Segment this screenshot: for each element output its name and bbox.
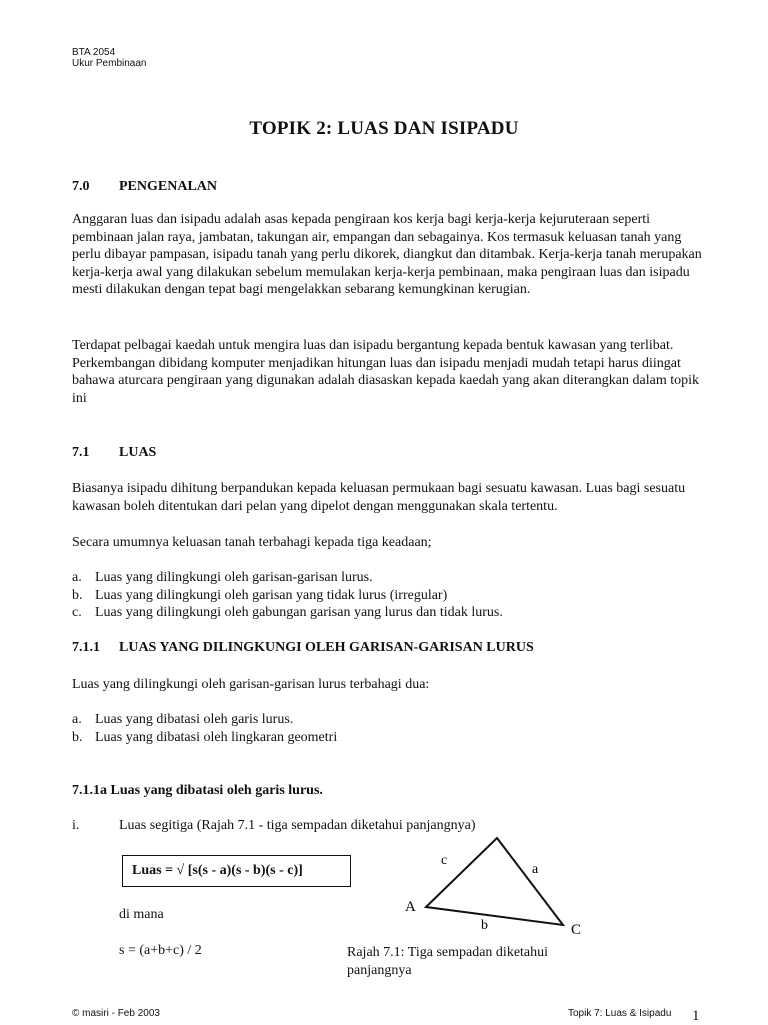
list-item xyxy=(72,729,337,747)
paragraph-luas-1: Biasanya isipadu dihitung berpandukan kepada keluasan permukaan bagi sesuatu kawasan. Luas bagi sesuatu kawasan boleh ditentukan dari pelan yang dipelot dengan menggunakan skala tertentu. xyxy=(72,481,686,514)
list-keadaan xyxy=(72,569,503,622)
s-formula: s = (a+b+c) / 2 xyxy=(119,943,202,958)
paragraph-lurus-1: Luas yang dilingkungi oleh garisan-garisan lurus terbahagi dua: xyxy=(72,677,430,692)
label-side-c: c xyxy=(441,853,448,868)
section-heading-7-1 xyxy=(72,445,156,461)
paragraph-intro-2: Terdapat pelbagai kaedah untuk mengira luas dan isipadu bergantung kepada bentuk kawasan yang terlibat. Perkembangan dibidang komputer menjadikan hitungan luas dan isipadu menjadi mudah tetapi harus diingat bahawa aturcara pengiraan yang digunakan adalah diasaskan kepada kaedah yang akan diterangkan dalam topik ini xyxy=(72,338,699,406)
footer-right: Topik 7: Luas & Isipadu xyxy=(568,1008,672,1019)
di-mana-text: di mana xyxy=(119,907,164,922)
section-heading-7-0 xyxy=(72,179,217,195)
list-text: Luas yang dilingkungi oleh gabungan garisan yang lurus dan tidak lurus. xyxy=(95,605,503,620)
section-label: LUAS YANG DILINGKUNGI OLEH GARISAN-GARISAN LURUS xyxy=(119,640,534,655)
heron-formula-box: Luas = √ [s(s - a)(s - b)(s - c)] xyxy=(122,855,351,887)
label-side-b: b xyxy=(481,918,488,933)
page-title: TOPIK 2: LUAS DAN ISIPADU xyxy=(249,118,519,139)
list-item xyxy=(72,711,337,729)
item-marker: i. xyxy=(72,818,80,833)
list-marker: b. xyxy=(72,729,83,745)
section-label: LUAS xyxy=(119,445,157,460)
list-marker: a. xyxy=(72,570,82,585)
figure-caption: Rajah 7.1: Tiga sempadan diketahui panjangnya xyxy=(347,945,549,978)
section-heading-7-1-1a: 7.1.1a Luas yang dibatasi oleh garis lurus. xyxy=(72,783,323,798)
course-code: BTA 2054 xyxy=(72,47,116,58)
paragraph-luas-2: Secara umumnya keluasan tanah terbahagi kepada tiga keadaan; xyxy=(72,535,432,550)
section-label: PENGENALAN xyxy=(119,179,218,194)
item-text: Luas segitiga (Rajah 7.1 - tiga sempadan diketahui panjangnya) xyxy=(119,818,476,833)
triangle-shape xyxy=(426,838,563,925)
section-number: 7.0 xyxy=(72,179,90,194)
paragraph-intro-1: Anggaran luas dan isipadu adalah asas kepada pengiraan kos kerja bagi kerja-kerja kejuruteraan seperti pembinaan jalan raya, jambatan, takungan air, empangan dan sebagainya. Kos termasuk keluasan tanah yang perlu dibayar pampasan, isipadu tanah yang perlu dikorek, diangkut dan ditambak. Kerja-kerja tanah merupakan kerja-kerja awal yang dilakukan sebelum memulakan kerja-kerja pembinaan, maka pengiraan luas dan isipadu mesti dilakukan dengan tepat bagi mengelakkan sebarang kemungkinan kerugian. xyxy=(72,212,702,297)
page-header xyxy=(72,47,146,69)
list-marker: a. xyxy=(72,712,82,727)
label-vertex-C: C xyxy=(571,922,582,938)
list-dua xyxy=(72,711,337,746)
list-marker: c. xyxy=(72,605,82,620)
page-number: 1 xyxy=(692,1008,700,1024)
list-text: Luas yang dibatasi oleh lingkaran geometri xyxy=(95,729,338,745)
triangle-figure xyxy=(395,828,595,940)
footer-left: © masiri - Feb 2003 xyxy=(72,1008,160,1019)
label-vertex-A: A xyxy=(405,899,416,915)
list-item xyxy=(72,587,503,605)
list-item xyxy=(72,604,503,622)
label-side-a: a xyxy=(532,862,539,877)
list-text: Luas yang dibatasi oleh garis lurus. xyxy=(95,712,294,727)
list-text: Luas yang dilingkungi oleh garisan-garisan lurus. xyxy=(95,570,373,585)
course-name: Ukur Pembinaan xyxy=(72,58,147,69)
list-text: Luas yang dilingkungi oleh garisan yang tidak lurus (irregular) xyxy=(95,587,448,603)
section-number: 7.1 xyxy=(72,445,90,460)
list-item xyxy=(72,569,503,587)
section-heading-7-1-1 xyxy=(72,640,534,656)
section-number: 7.1.1 xyxy=(72,640,100,655)
list-marker: b. xyxy=(72,587,83,603)
